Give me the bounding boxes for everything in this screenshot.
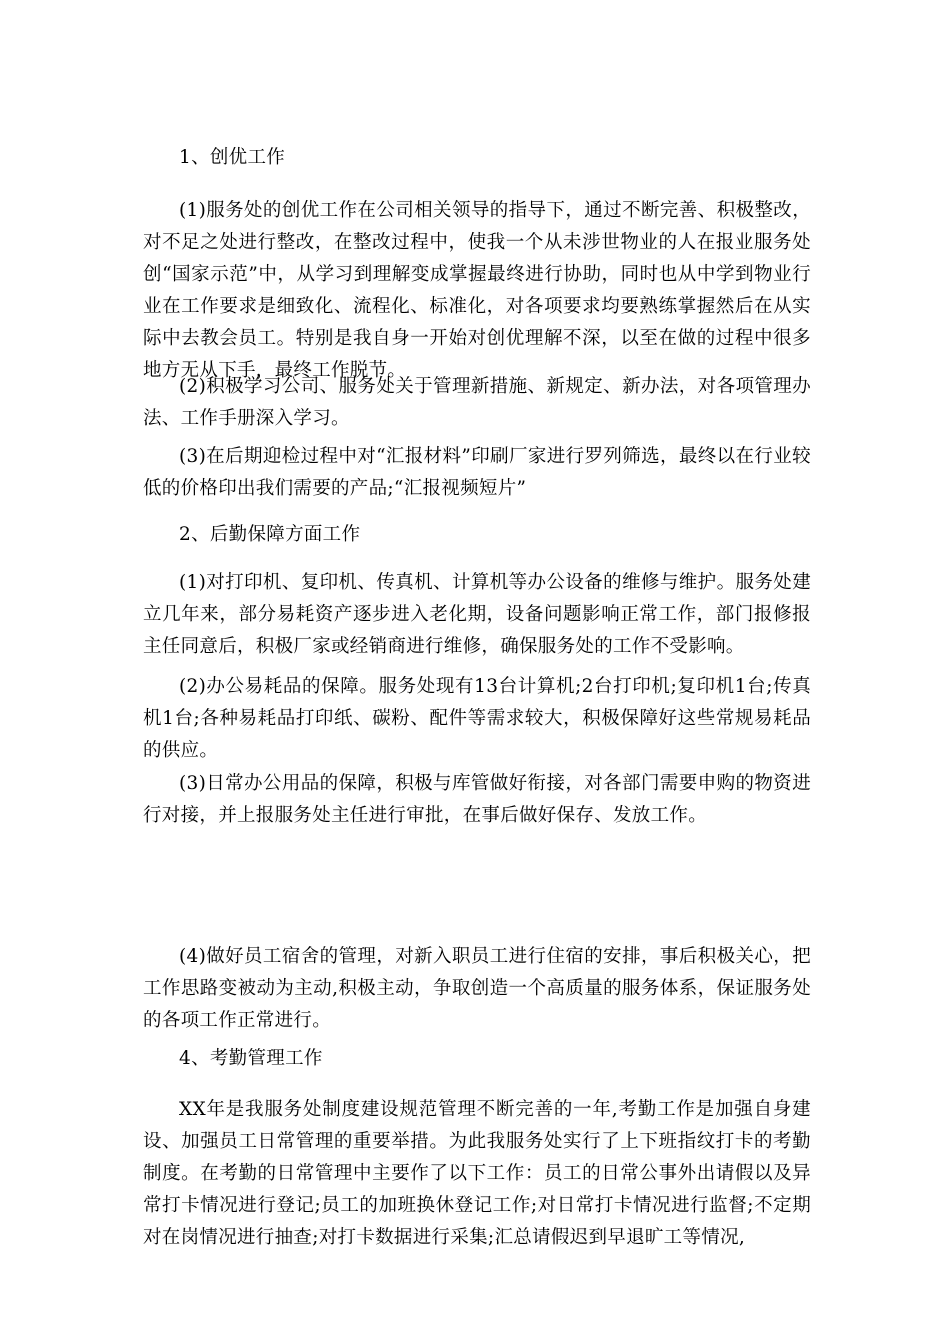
paragraph-1-1: (1)服务处的创优工作在公司相关领导的指导下，通过不断完善、积极整改，对不足之处进行整改，在整改过程中，使我一个从未涉世物业的人在报业服务处创“国家示范”中，从学习到理解变成掌握最终进行协助，同时也从中学到物业行业在工作要求是细致化、流程化、标准化，对各项要求均要熟练掌握然后在从实际中去教会员工。特别是我自身一开始对创优理解不深，以至在做的过程中很多地方无从下手，最终工作脱节。 <box>143 200 811 381</box>
paragraph-2-3: (3)日常办公用品的保障，积极与库管做好衔接，对各部门需要申购的物资进行对接，并上报服务处主任进行审批，在事后做好保存、发放工作。 <box>143 773 811 826</box>
paragraph-4-1: XX年是我服务处制度建设规范管理不断完善的一年,考勤工作是加强自身建设、加强员工日常管理的重要举措。为此我服务处实行了上下班指纹打卡的考勤制度。在考勤的日常管理中主要作了以下工作：员工的日常公事外出请假以及异常打卡情况进行登记;员工的加班换休登记工作;对日常打卡情况进行监督;不定期对在岗情况进行抽查;对打卡数据进行采集;汇总请假迟到早退旷工等情况, <box>143 1099 811 1248</box>
paragraph-2-1: (1)对打印机、复印机、传真机、计算机等办公设备的维修与维护。服务处建立几年来，部分易耗资产逐步进入老化期，设备问题影响正常工作，部门报修报主任同意后，积极厂家或经销商进行维修，确保服务处的工作不受影响。 <box>143 572 811 657</box>
paragraph-2-2: (2)办公易耗品的保障。服务处现有13台计算机;2台打印机;复印机1台;传真机1台;各种易耗品打印纸、碳粉、配件等需求较大，积极保障好这些常规易耗品的供应。 <box>143 676 811 761</box>
paragraph-1-2: (2)积极学习公司、服务处关于管理新措施、新规定、新办法，对各项管理办法、工作手册深入学习。 <box>143 376 811 429</box>
section-heading-2: 2、后勤保障方面工作 <box>179 524 361 545</box>
paragraph-2-4: (4)做好员工宿舍的管理，对新入职员工进行住宿的安排，事后积极关心，把工作思路变被动为主动,积极主动，争取创造一个高质量的服务体系，保证服务处的各项工作正常进行。 <box>143 946 811 1031</box>
section-heading-4: 4、考勤管理工作 <box>179 1048 323 1069</box>
paragraph-1-3: (3)在后期迎检过程中对“汇报材料”印刷厂家进行罗列筛选，最终以在行业较低的价格印出我们需要的产品;“汇报视频短片” <box>143 446 811 499</box>
section-heading-1: 1、创优工作 <box>179 147 286 168</box>
